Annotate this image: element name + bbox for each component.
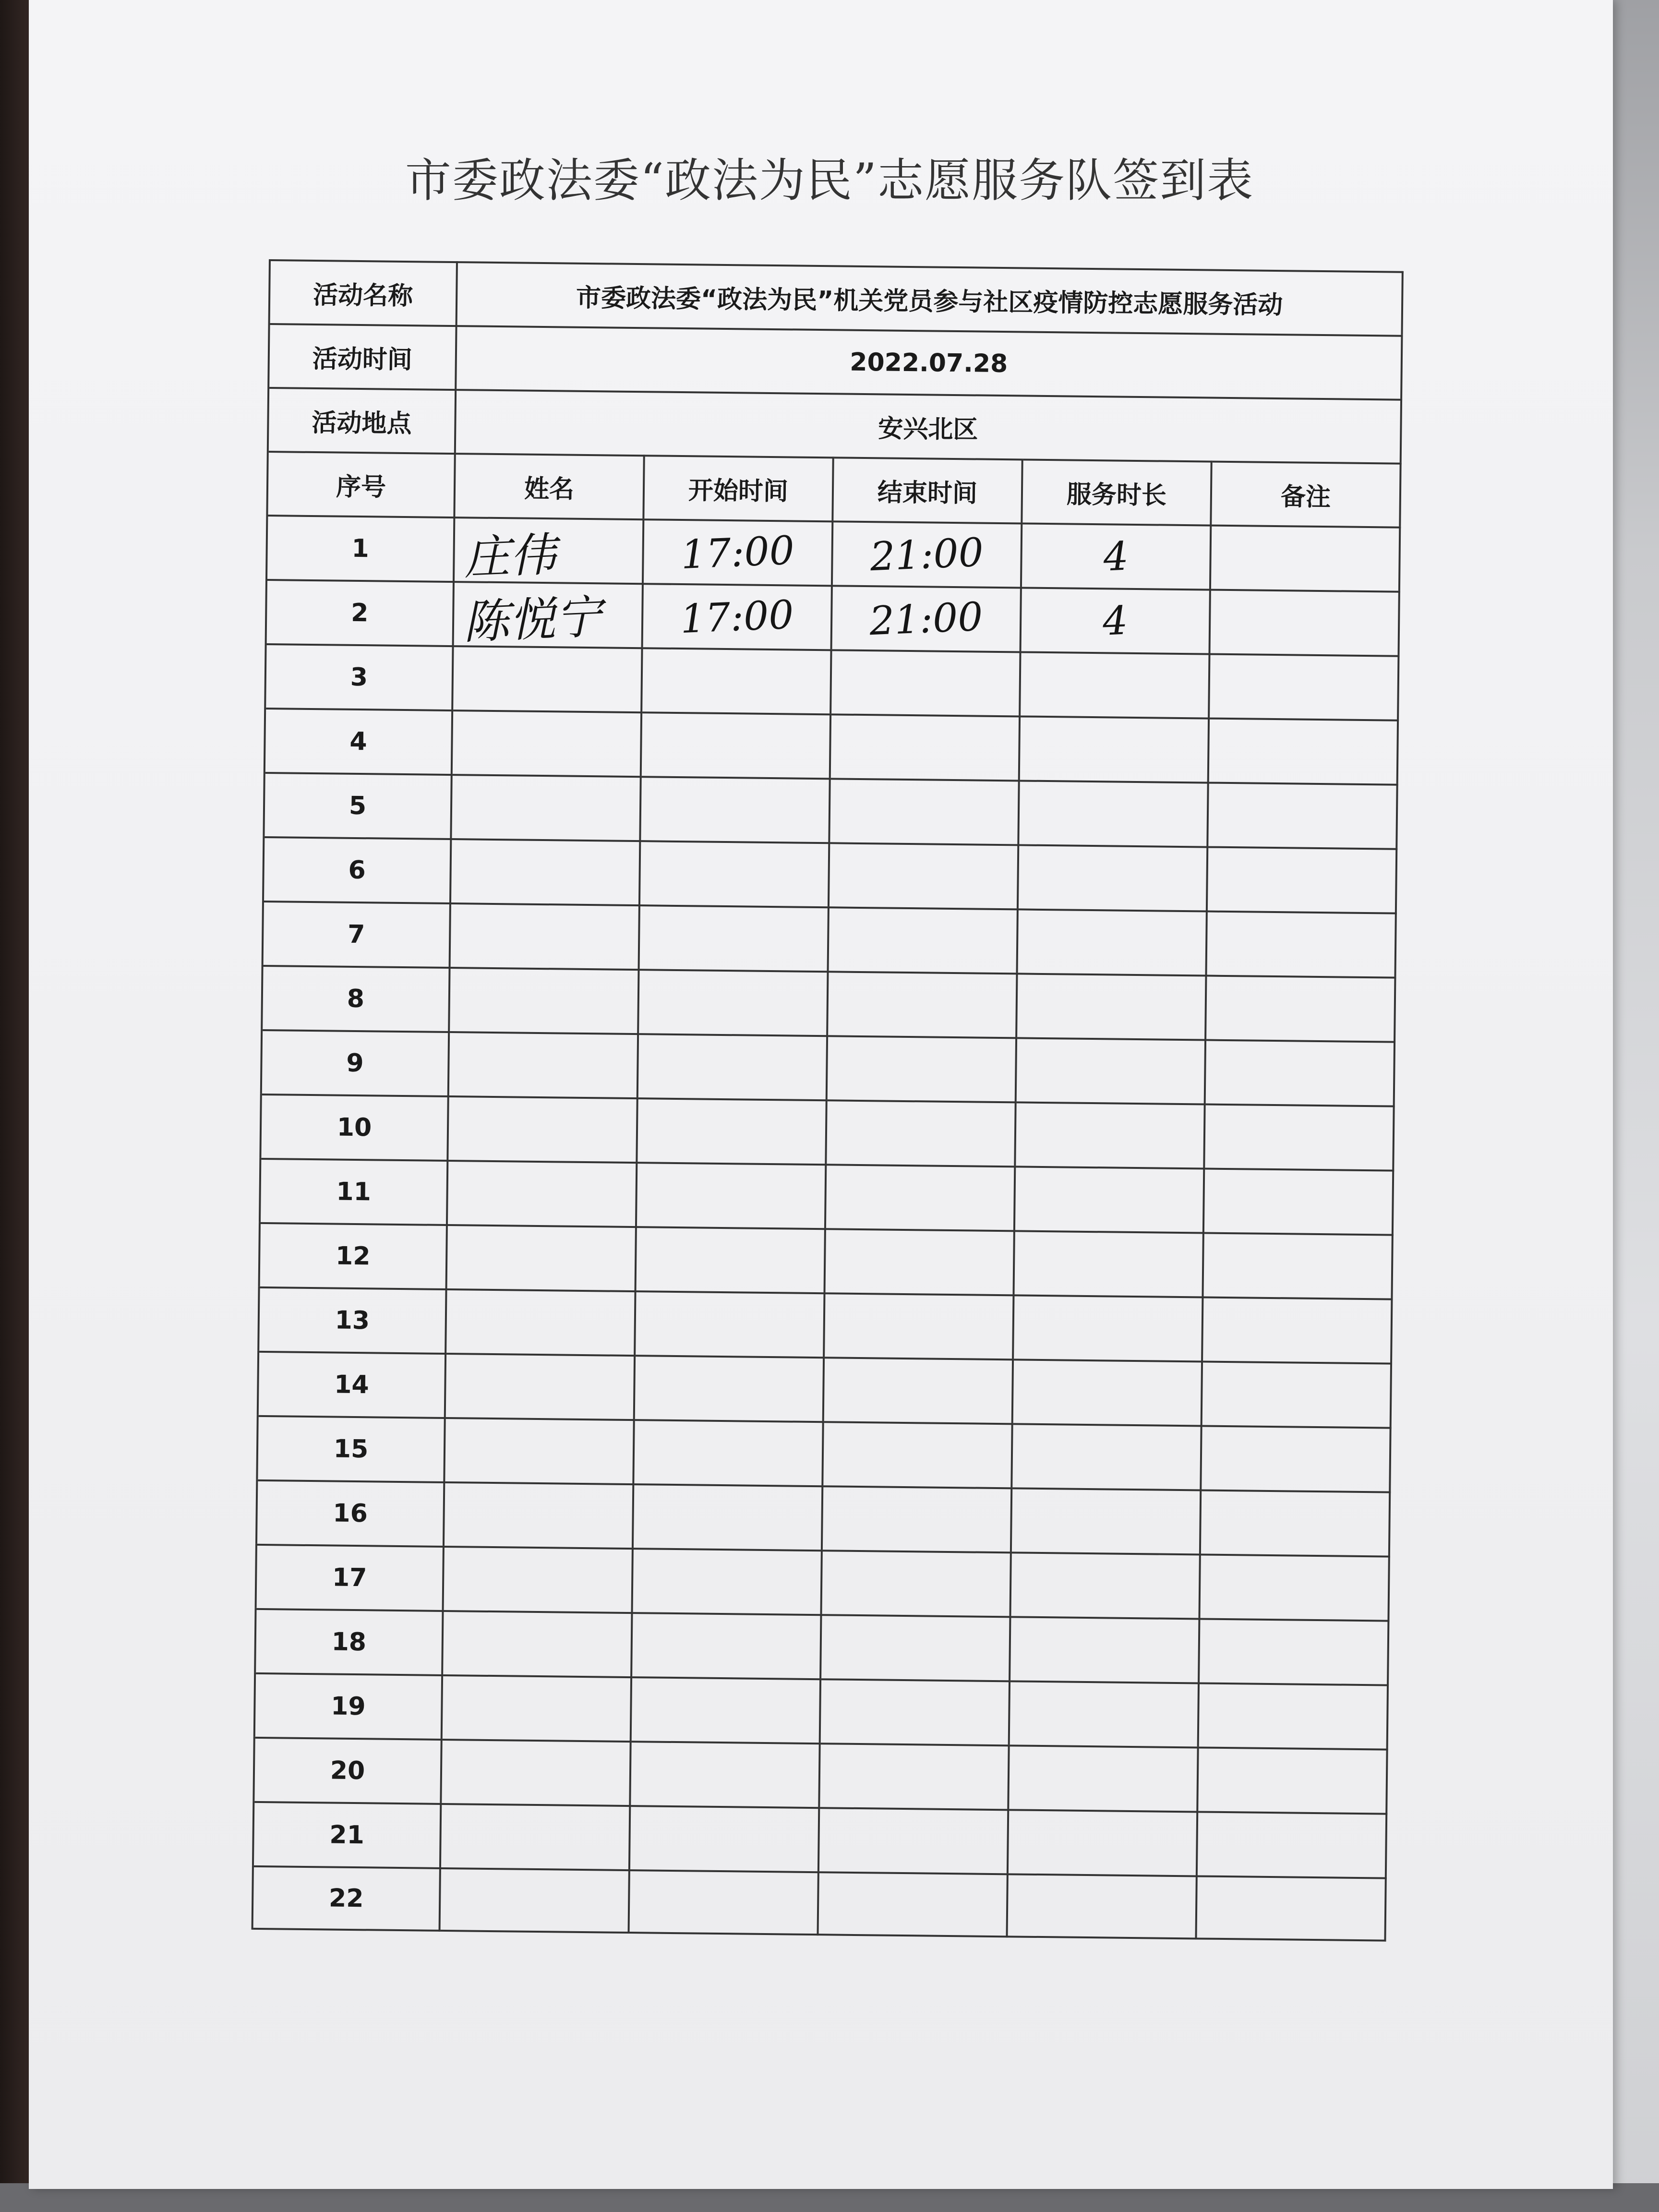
handwritten-name — [442, 1673, 640, 1744]
start-time-cell — [644, 518, 833, 585]
handwritten-notes — [1210, 588, 1399, 658]
handwritten-end-time — [829, 777, 1019, 847]
handwritten-service-hours — [1008, 1743, 1198, 1814]
service-hours-cell — [1009, 1744, 1199, 1811]
end-time-cell — [826, 1164, 1016, 1230]
notes-cell — [1207, 911, 1396, 977]
handwritten-start-time — [633, 1482, 822, 1552]
end-time-cell — [833, 520, 1022, 587]
table-row — [257, 1351, 1392, 1427]
end-time-cell — [821, 1678, 1010, 1744]
start-time-cell — [640, 904, 830, 971]
sign-in-form — [251, 259, 1402, 1951]
handwritten-notes — [1204, 1102, 1394, 1172]
table-row — [253, 1672, 1389, 1749]
row-number: 22 — [253, 1865, 441, 1932]
start-time-cell — [642, 647, 832, 713]
handwritten-start-time — [641, 710, 830, 781]
handwritten-notes — [1205, 974, 1395, 1044]
handwritten-name — [443, 1545, 641, 1615]
start-time-cell — [643, 583, 833, 649]
handwritten-name — [446, 1223, 645, 1294]
name-cell — [441, 1803, 631, 1869]
end-time-cell — [828, 1035, 1017, 1101]
handwritten-name — [452, 644, 650, 715]
handwritten-name — [444, 1416, 642, 1487]
table-row — [255, 1479, 1391, 1556]
table-row — [263, 772, 1398, 848]
handwritten-service-hours — [1009, 1679, 1199, 1749]
handwritten-end-time — [818, 1806, 1008, 1876]
start-time-cell — [638, 1033, 828, 1099]
name-cell — [452, 774, 641, 840]
table-row — [252, 1737, 1388, 1813]
notes-cell — [1202, 1425, 1391, 1491]
service-hours-cell — [1010, 1680, 1200, 1746]
handwritten-name — [441, 1738, 639, 1808]
row-number: 17 — [257, 1544, 445, 1610]
handwritten-end-time — [821, 1549, 1011, 1619]
table-row — [264, 708, 1399, 784]
info-row-activity-name — [268, 259, 1404, 335]
handwritten-notes — [1207, 781, 1397, 851]
end-time-cell — [823, 1485, 1012, 1551]
row-number: 13 — [259, 1286, 447, 1353]
handwritten-notes — [1210, 524, 1400, 594]
handwritten-end-time — [820, 1677, 1010, 1747]
row-number: 5 — [264, 772, 452, 838]
notes-cell — [1203, 1297, 1393, 1363]
end-time-cell — [823, 1421, 1013, 1487]
handwritten-name — [451, 773, 649, 843]
handwritten-notes — [1203, 1166, 1393, 1237]
service-hours-cell — [1017, 973, 1207, 1039]
info-value: 2022.07.28 — [457, 325, 1403, 399]
service-hours-cell — [1022, 587, 1211, 653]
start-time-cell — [630, 1869, 819, 1936]
name-cell — [448, 1095, 638, 1162]
handwritten-start-time — [633, 1418, 823, 1488]
handwritten-service-hours — [1010, 1615, 1199, 1685]
service-hours-cell — [1015, 1230, 1204, 1296]
start-time-cell — [636, 1290, 825, 1357]
name-cell — [446, 1288, 636, 1355]
row-number: 7 — [264, 901, 451, 967]
handwritten-notes — [1209, 652, 1398, 722]
notes-cell — [1209, 718, 1399, 784]
handwritten-service-hours — [1016, 972, 1206, 1042]
header-service-hours: 服务时长 — [1022, 458, 1212, 524]
info-label: 活动时间 — [269, 323, 457, 389]
handwritten-service-hours — [1011, 1486, 1201, 1556]
row-number: 20 — [254, 1737, 442, 1803]
handwritten-end-time — [818, 1870, 1008, 1938]
notes-cell — [1200, 1553, 1390, 1620]
service-hours-cell — [1008, 1873, 1197, 1939]
handwritten-start-time — [636, 1161, 826, 1231]
service-hours-cell — [1013, 1358, 1203, 1425]
service-hours-cell — [1011, 1551, 1201, 1618]
row-number: 9 — [262, 1029, 450, 1095]
end-time-cell — [831, 713, 1021, 780]
name-cell — [454, 581, 644, 647]
handwritten-service-hours — [1014, 1165, 1204, 1235]
handwritten-service-hours — [1010, 1551, 1200, 1621]
handwritten-service-hours — [1015, 1100, 1204, 1170]
start-time-cell — [639, 969, 829, 1035]
start-time-cell — [635, 1355, 825, 1421]
handwritten-end-time: 21:00 — [869, 529, 985, 580]
handwritten-notes — [1202, 1359, 1391, 1430]
handwritten-name — [444, 1480, 642, 1551]
table-row — [260, 1029, 1395, 1106]
handwritten-start-time: 17:00 — [679, 591, 795, 642]
row-number: 8 — [263, 965, 450, 1031]
start-time-cell — [632, 1612, 822, 1678]
handwritten-end-time — [829, 841, 1018, 911]
handwritten-notes — [1208, 717, 1398, 787]
service-hours-cell — [1019, 780, 1209, 846]
handwritten-service-hours — [1007, 1872, 1197, 1940]
handwritten-end-time — [824, 1291, 1013, 1361]
handwritten-notes — [1203, 1231, 1393, 1301]
notes-cell — [1211, 525, 1401, 591]
service-hours-cell — [1014, 1294, 1203, 1360]
info-label: 活动地点 — [269, 387, 457, 453]
end-time-cell — [830, 778, 1020, 844]
end-time-cell — [824, 1357, 1014, 1423]
handwritten-service-hours — [1011, 1422, 1201, 1492]
start-time-cell — [634, 1419, 824, 1485]
table-row — [257, 1286, 1393, 1363]
handwritten-notes — [1200, 1488, 1390, 1558]
table-row — [265, 579, 1400, 655]
service-hours-cell — [1012, 1487, 1202, 1553]
handwritten-start-time — [638, 968, 828, 1038]
name-cell — [453, 709, 642, 776]
handwritten-name — [448, 1094, 646, 1165]
service-hours-cell — [1010, 1616, 1200, 1682]
notes-cell — [1205, 1104, 1395, 1170]
end-time-cell — [826, 1228, 1015, 1294]
name-cell — [450, 967, 639, 1033]
start-time-cell — [630, 1805, 820, 1871]
notes-cell — [1198, 1746, 1388, 1813]
start-time-cell — [631, 1741, 820, 1807]
table-row — [252, 1801, 1387, 1877]
handwritten-service-hours — [1018, 843, 1207, 913]
name-cell — [455, 517, 644, 583]
handwritten-name: 陈悦宁 — [462, 589, 602, 649]
handwritten-service-hours — [1016, 1036, 1205, 1106]
row-number: 15 — [258, 1415, 445, 1481]
end-time-cell — [820, 1743, 1010, 1809]
table-row — [259, 1094, 1395, 1170]
handwritten-end-time — [826, 1098, 1015, 1168]
notes-cell — [1211, 589, 1400, 655]
end-time-cell — [827, 1099, 1016, 1166]
notes-cell — [1206, 1039, 1395, 1106]
notes-cell — [1199, 1682, 1389, 1748]
handwritten-notes — [1200, 1552, 1389, 1623]
table-row — [264, 643, 1399, 720]
handwritten-start-time — [630, 1740, 819, 1810]
service-hours-cell — [1017, 1037, 1206, 1103]
row-number: 6 — [264, 836, 452, 902]
handwritten-service-hours — [1008, 1808, 1197, 1878]
table-row — [256, 1415, 1391, 1491]
handwritten-name — [440, 1866, 638, 1935]
service-hours-cell — [1022, 522, 1212, 589]
name-cell — [443, 1610, 633, 1676]
handwritten-end-time — [830, 712, 1020, 782]
row-number: 12 — [260, 1222, 448, 1288]
handwritten-name — [440, 1802, 638, 1873]
notes-cell — [1208, 782, 1398, 848]
header-row — [266, 451, 1401, 527]
header-end-time: 结束时间 — [833, 457, 1023, 522]
end-time-cell — [819, 1807, 1009, 1873]
handwritten-start-time — [635, 1289, 824, 1359]
name-cell — [448, 1160, 637, 1226]
handwritten-name — [445, 1352, 643, 1422]
handwritten-service-hours — [1012, 1358, 1202, 1428]
name-cell — [444, 1546, 634, 1612]
handwritten-name — [447, 1159, 645, 1229]
service-hours-cell — [1012, 1423, 1202, 1489]
row-number: 18 — [256, 1608, 444, 1674]
handwritten-notes — [1206, 909, 1396, 979]
start-time-cell — [637, 1097, 827, 1164]
handwritten-service-hours — [1017, 907, 1207, 977]
handwritten-start-time — [641, 646, 831, 716]
info-row-activity-time — [267, 323, 1403, 399]
end-time-cell — [822, 1550, 1012, 1616]
handwritten-end-time — [827, 970, 1017, 1040]
header-start-time: 开始时间 — [644, 455, 834, 520]
handwritten-notes — [1207, 845, 1396, 915]
row-number: 21 — [254, 1801, 442, 1867]
service-hours-cell — [1020, 715, 1210, 781]
handwritten-end-time — [825, 1163, 1015, 1233]
handwritten-end-time: 21:00 — [868, 593, 984, 644]
row-number: 16 — [257, 1479, 445, 1546]
end-time-cell — [818, 1871, 1008, 1937]
notes-cell — [1200, 1618, 1389, 1684]
name-cell — [449, 1031, 639, 1097]
handwritten-start-time — [639, 839, 829, 909]
handwritten-end-time — [820, 1613, 1010, 1683]
handwritten-start-time — [631, 1611, 821, 1681]
handwritten-notes — [1197, 1745, 1387, 1815]
start-time-cell — [632, 1676, 821, 1743]
handwritten-start-time — [637, 1096, 826, 1166]
table-row — [255, 1544, 1390, 1620]
handwritten-name: 庄伟 — [462, 527, 557, 585]
start-time-cell — [634, 1483, 823, 1550]
handwritten-start-time — [629, 1804, 819, 1874]
start-time-cell — [641, 776, 830, 842]
end-time-cell — [831, 649, 1021, 715]
service-hours-cell — [1009, 1809, 1198, 1875]
name-cell — [451, 902, 640, 969]
handwritten-service-hours: 4 — [1102, 597, 1129, 645]
handwritten-notes — [1197, 1810, 1386, 1880]
info-value: 市委政法委“政法为民”机关党员参与社区疫情防控志愿服务活动 — [457, 261, 1404, 335]
table-row — [258, 1222, 1394, 1298]
end-time-cell — [825, 1292, 1014, 1358]
info-label: 活动名称 — [270, 259, 458, 325]
name-cell — [445, 1481, 634, 1548]
end-time-cell — [832, 585, 1022, 651]
start-time-cell — [633, 1548, 823, 1614]
handwritten-end-time — [822, 1484, 1011, 1554]
handwritten-service-hours — [1018, 779, 1208, 849]
handwritten-service-hours: 4 — [1102, 533, 1130, 580]
name-cell — [441, 1867, 630, 1934]
handwritten-start-time — [636, 1225, 825, 1295]
handwritten-service-hours — [1019, 714, 1209, 784]
name-cell — [451, 838, 641, 904]
row-number: 1 — [267, 515, 455, 581]
handwritten-end-time — [828, 905, 1018, 975]
row-number: 2 — [267, 579, 455, 645]
table-row — [262, 901, 1397, 977]
handwritten-notes — [1199, 1617, 1388, 1687]
notes-cell — [1206, 975, 1396, 1041]
handwritten-start-time — [639, 903, 829, 974]
header-number: 序号 — [268, 451, 456, 517]
name-cell — [453, 645, 643, 711]
handwritten-end-time — [823, 1356, 1013, 1426]
name-cell — [446, 1353, 636, 1419]
table-row — [261, 965, 1396, 1041]
handwritten-notes — [1202, 1295, 1392, 1365]
notes-cell — [1197, 1875, 1386, 1941]
handwritten-start-time — [637, 1032, 827, 1102]
background-right — [1606, 0, 1659, 2212]
notes-cell — [1208, 846, 1397, 913]
handwritten-end-time — [822, 1420, 1012, 1490]
start-time-cell — [642, 711, 831, 778]
service-hours-cell — [1021, 651, 1210, 717]
info-value: 安兴北区 — [456, 389, 1402, 463]
notes-cell — [1202, 1361, 1392, 1427]
table-row — [259, 1158, 1394, 1234]
row-number: 19 — [255, 1672, 443, 1739]
handwritten-name — [448, 1030, 647, 1101]
handwritten-end-time — [825, 1227, 1014, 1297]
table-row — [262, 836, 1397, 913]
row-number: 14 — [259, 1351, 446, 1417]
row-number: 10 — [261, 1094, 449, 1160]
start-time-cell — [640, 840, 830, 906]
notes-cell — [1203, 1232, 1393, 1298]
end-time-cell — [821, 1614, 1011, 1680]
handwritten-start-time — [631, 1675, 820, 1745]
handwritten-name — [450, 902, 648, 972]
handwritten-notes — [1196, 1874, 1386, 1942]
handwritten-name — [452, 709, 650, 779]
row-number: 11 — [261, 1158, 448, 1224]
handwritten-name — [450, 837, 649, 908]
handwritten-notes — [1201, 1424, 1390, 1494]
table-row — [252, 1865, 1387, 1942]
notes-cell — [1198, 1811, 1387, 1877]
service-hours-cell — [1019, 844, 1208, 910]
handwritten-start-time — [640, 775, 830, 845]
handwritten-service-hours — [1020, 650, 1209, 720]
handwritten-service-hours — [1014, 1229, 1203, 1299]
handwritten-end-time — [830, 648, 1020, 718]
row-number: 3 — [266, 643, 454, 709]
end-time-cell — [829, 906, 1019, 973]
name-cell — [442, 1739, 631, 1805]
page-title: 市委政法委“政法为民”志愿服务队签到表 — [405, 154, 1254, 207]
handwritten-notes — [1198, 1681, 1388, 1751]
notes-cell — [1210, 653, 1399, 720]
service-hours-cell — [1018, 908, 1208, 974]
handwritten-end-time — [819, 1742, 1009, 1812]
table-row — [254, 1608, 1389, 1684]
service-hours-cell — [1015, 1166, 1205, 1232]
start-time-cell — [637, 1162, 827, 1228]
header-name: 姓名 — [455, 453, 645, 518]
info-row-activity-location — [267, 387, 1402, 463]
handwritten-name — [449, 966, 647, 1036]
name-cell — [447, 1224, 637, 1290]
table-row — [265, 515, 1401, 591]
handwritten-start-time: 17:00 — [680, 527, 795, 578]
handwritten-name — [442, 1609, 640, 1680]
handwritten-service-hours — [1013, 1293, 1202, 1363]
service-hours-cell — [1016, 1101, 1205, 1167]
name-cell — [445, 1417, 635, 1483]
handwritten-end-time — [827, 1034, 1016, 1104]
start-time-cell — [637, 1226, 826, 1292]
notes-cell — [1201, 1489, 1391, 1555]
handwritten-start-time — [634, 1354, 824, 1424]
handwritten-name — [445, 1287, 644, 1358]
handwritten-start-time — [629, 1868, 818, 1936]
end-time-cell — [828, 971, 1018, 1037]
name-cell — [443, 1674, 632, 1741]
handwritten-start-time — [632, 1547, 822, 1617]
header-notes: 备注 — [1212, 461, 1401, 527]
end-time-cell — [830, 842, 1019, 908]
row-number: 4 — [265, 708, 453, 774]
notes-cell — [1204, 1168, 1394, 1234]
handwritten-notes — [1205, 1038, 1395, 1108]
